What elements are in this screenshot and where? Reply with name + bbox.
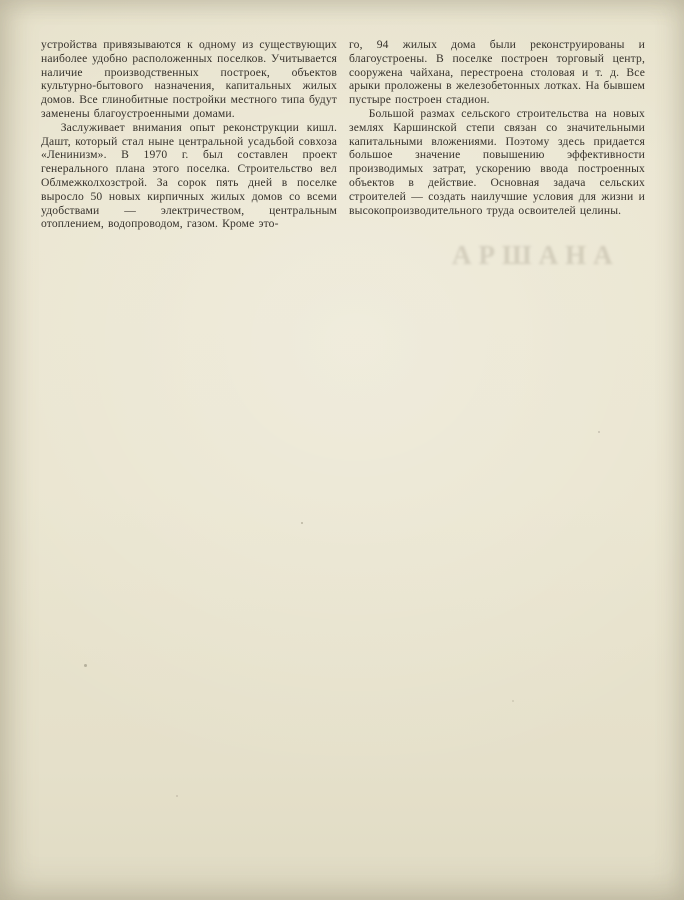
left-column <box>41 38 337 231</box>
paragraph-continuation: устройства привязываются к одному из существующих наиболее удобно расположенных поселков. Учитывается наличие производственных построек, объектов культурно-бытового назначения, капитальных жилых домов. Все глинобитные постройки местного типа будут заменены благоустроенными домами. <box>41 38 337 120</box>
paragraph: Заслуживает внимания опыт реконструкции кишл. Дашт, который стал ныне центральной усадьбой совхоза «Ленинизм». В 1970 г. был составлен проект генерального плана этого поселка. Строительство вел Облмежколхозстрой. За сорок пять дней в поселке выросло 50 новых кирпичных жилых домов со всеми удобствами — электричеством, центральным отоплением, водопроводом, газом. Кроме это- <box>41 120 337 231</box>
scan-speck <box>301 522 303 524</box>
scan-speck <box>84 664 87 667</box>
paragraph: Большой размах сельского строительства на новых землях Каршинской степи связан со значительными капитальными вложениями. Поэтому здесь придается большое значение повышению эффективности производимых затрат, ускорению ввода построенных объектов в действие. Основная задача сельских строителей — создать наилучшие условия для жизни и высокопроизводительного труда освоителей целины. <box>349 106 645 217</box>
right-column <box>349 38 645 231</box>
scan-speck <box>512 700 514 702</box>
paragraph-continuation: го, 94 жилых дома были реконструированы и благоустроены. В поселке построен торговый центр, сооружена чайхана, перестроена столовая и т. д. Все арыки проложены в железобетонных лотках. На бывшем пустыре построен стадион. <box>349 38 645 107</box>
scan-speck <box>598 431 600 433</box>
text-block <box>41 38 645 231</box>
scan-speck <box>176 795 178 797</box>
bleed-through-text: АРШАНА <box>452 240 620 270</box>
